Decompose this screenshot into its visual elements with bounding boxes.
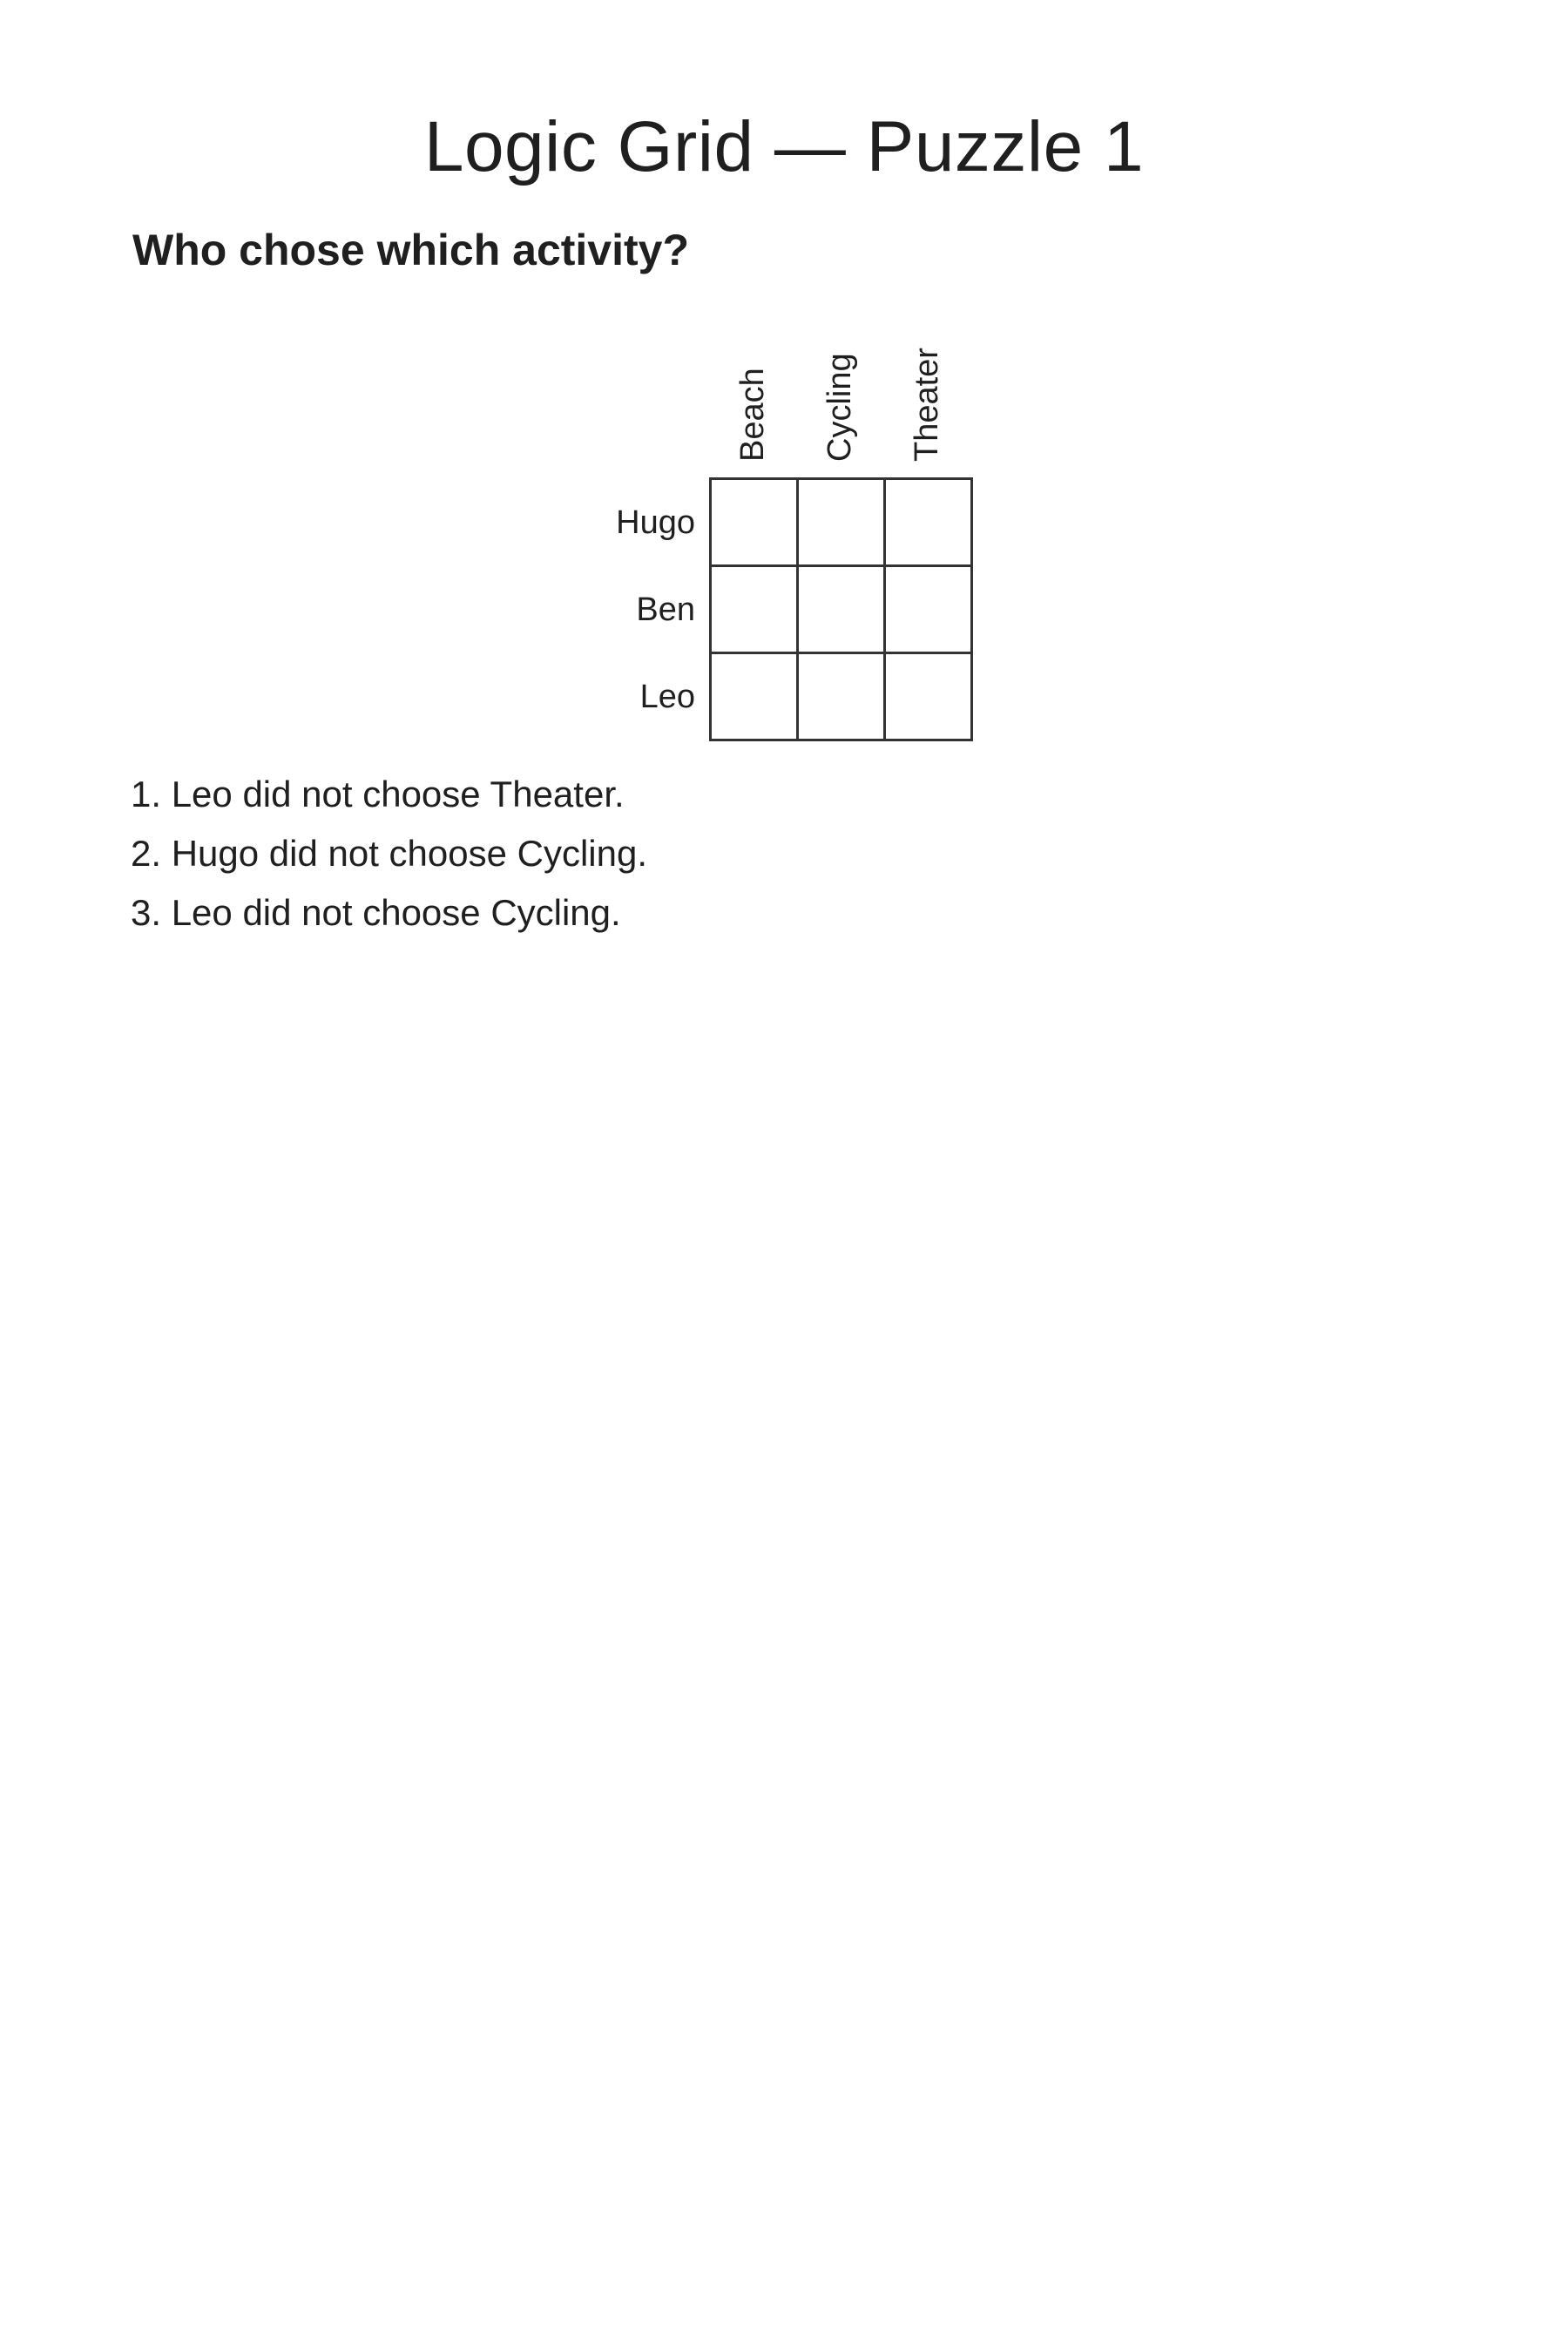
clue-item: 3. Leo did not choose Cycling. bbox=[131, 892, 621, 933]
grid-cell-hugo-cycling[interactable] bbox=[799, 480, 886, 567]
column-label: Cycling bbox=[821, 353, 858, 462]
clue-list bbox=[131, 765, 647, 943]
column-label: Theater bbox=[909, 348, 945, 462]
row-label-ben: Ben bbox=[636, 591, 695, 628]
clue-item: 1. Leo did not choose Theater. bbox=[131, 774, 625, 814]
clue-item: 2. Hugo did not choose Cycling. bbox=[131, 833, 648, 874]
grid-row-ben bbox=[712, 567, 973, 654]
page-title: Logic Grid — Puzzle 1 bbox=[423, 107, 1145, 186]
grid-row-leo bbox=[712, 654, 973, 741]
grid-cell-hugo-theater[interactable] bbox=[886, 480, 973, 567]
grid-cell-ben-beach[interactable] bbox=[712, 567, 799, 654]
grid-cell-leo-cycling[interactable] bbox=[799, 654, 886, 741]
column-label: Beach bbox=[734, 368, 771, 462]
grid-cell-hugo-beach[interactable] bbox=[712, 480, 799, 567]
grid-cell-ben-theater[interactable] bbox=[886, 567, 973, 654]
grid-row-hugo bbox=[712, 480, 973, 567]
logic-grid bbox=[709, 477, 973, 741]
grid-cell-ben-cycling[interactable] bbox=[799, 567, 886, 654]
grid-cell-leo-beach[interactable] bbox=[712, 654, 799, 741]
puzzle-question: Who chose which activity? bbox=[132, 226, 689, 274]
row-label-hugo: Hugo bbox=[616, 504, 695, 541]
grid-cell-leo-theater[interactable] bbox=[886, 654, 973, 741]
row-label-leo: Leo bbox=[639, 679, 695, 715]
